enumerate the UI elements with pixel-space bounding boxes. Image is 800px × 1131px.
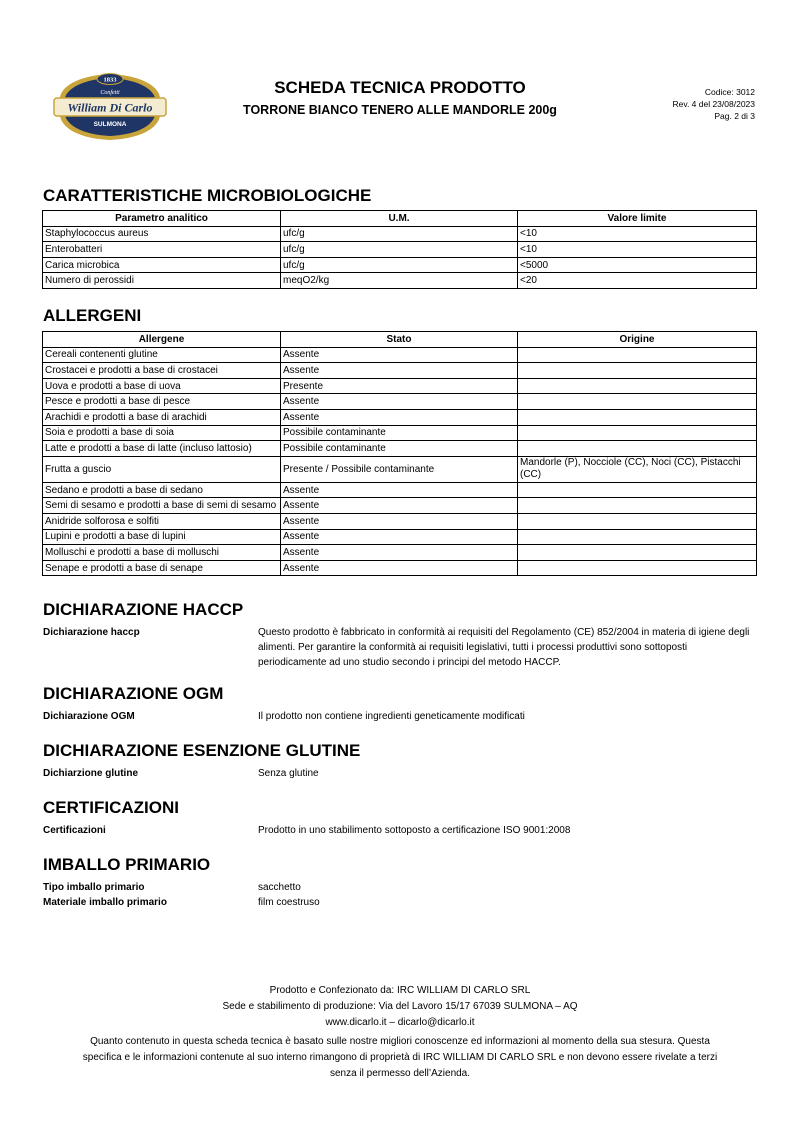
table-cell <box>518 425 757 441</box>
column-header: Origine <box>518 332 757 348</box>
table-cell: Carica microbica <box>43 257 281 273</box>
table-cell <box>518 378 757 394</box>
table-cell: Assente <box>281 409 518 425</box>
table-cell: ufc/g <box>281 226 518 242</box>
table-row <box>43 498 757 514</box>
table-cell: Enterobatteri <box>43 242 281 258</box>
table-row <box>43 409 757 425</box>
table-cell <box>518 363 757 379</box>
table-cell: Senape e prodotti a base di senape <box>43 560 281 576</box>
section-title-ogm: DICHIARAZIONE OGM <box>43 684 224 703</box>
column-header: Parametro analitico <box>43 211 281 227</box>
packaging-material-label: Materiale imballo primario <box>43 897 167 908</box>
table-cell: <20 <box>518 273 757 289</box>
table-cell: Pesce e prodotti a base di pesce <box>43 394 281 410</box>
footer-disclaimer: Quanto contenuto in questa scheda tecnica è basato sulle nostre migliori conoscenze ed informazioni al momento della sua stesura. Questa specifica e le informazioni contenute al suo interno rimangono di proprietà di IRC WILLIAM DI CARLO SRL e non devono essere rivelate a terzi senza il permesso dell’Azienda. <box>82 1036 718 1079</box>
table-row <box>43 257 757 273</box>
cert-value: Prodotto in uno stabilimento sottoposto a certificazione ISO 9001:2008 <box>258 825 571 836</box>
company-logo <box>48 66 172 146</box>
table-cell: Assente <box>281 513 518 529</box>
table-cell: Anidride solforosa e solfiti <box>43 513 281 529</box>
svg-text:SULMONA: SULMONA <box>93 121 127 128</box>
ogm-label: Dichiarazione OGM <box>43 711 135 722</box>
table-cell <box>518 441 757 457</box>
table-cell <box>518 498 757 514</box>
table-cell <box>518 529 757 545</box>
table-cell: Assente <box>281 560 518 576</box>
table-cell: Assente <box>281 394 518 410</box>
section-title-cert: CERTIFICAZIONI <box>43 798 179 817</box>
table-cell: Uova e prodotti a base di uova <box>43 378 281 394</box>
table-cell: Assente <box>281 347 518 363</box>
table-cell: Assente <box>281 498 518 514</box>
table-cell: Crostacei e prodotti a base di crostacei <box>43 363 281 379</box>
table-row <box>43 378 757 394</box>
footer-company <box>60 983 740 1031</box>
table-row <box>43 529 757 545</box>
table-row <box>43 482 757 498</box>
section-title-haccp: DICHIARAZIONE HACCP <box>43 600 244 619</box>
table-cell: ufc/g <box>281 257 518 273</box>
section-title-gluten: DICHIARAZIONE ESENZIONE GLUTINE <box>43 741 361 760</box>
haccp-label: Dichiarazione haccp <box>43 627 140 638</box>
packaging-type-label: Tipo imballo primario <box>43 882 145 893</box>
table-cell: <10 <box>518 242 757 258</box>
table-cell: meqO2/kg <box>281 273 518 289</box>
table-row <box>43 425 757 441</box>
table-row <box>43 226 757 242</box>
table-row <box>43 513 757 529</box>
allergens-table <box>42 331 757 576</box>
table-cell: Presente <box>281 378 518 394</box>
column-header: Stato <box>281 332 518 348</box>
table-row <box>43 560 757 576</box>
table-cell <box>518 394 757 410</box>
table-cell: Frutta a guscio <box>43 456 281 482</box>
table-cell <box>518 482 757 498</box>
footer-address: Sede e stabilimento di produzione: Via del Lavoro 15/17 67039 SULMONA – AQ <box>222 1001 578 1012</box>
table-cell: Soia e prodotti a base di soia <box>43 425 281 441</box>
table-cell: ufc/g <box>281 242 518 258</box>
table-cell: Latte e prodotti a base di latte (incluso lattosio) <box>43 441 281 457</box>
cert-label: Certificazioni <box>43 825 106 836</box>
page-number: Pag. 2 di 3 <box>714 111 755 121</box>
section-title-micro: CARATTERISTICHE MICROBIOLOGICHE <box>43 186 372 205</box>
table-cell: Arachidi e prodotti a base di arachidi <box>43 409 281 425</box>
table-cell: Sedano e prodotti a base di sedano <box>43 482 281 498</box>
packaging-material-value: film coestruso <box>258 897 320 908</box>
table-cell: Staphylococcus aureus <box>43 226 281 242</box>
table-cell: Possibile contaminante <box>281 425 518 441</box>
table-cell: Numero di perossidi <box>43 273 281 289</box>
table-cell: <5000 <box>518 257 757 273</box>
table-row <box>43 456 757 482</box>
table-cell: Presente / Possibile contaminante <box>281 456 518 482</box>
table-cell <box>518 513 757 529</box>
table-row <box>43 545 757 561</box>
table-header-row <box>43 211 757 227</box>
table-cell <box>518 347 757 363</box>
svg-text:1833: 1833 <box>103 76 117 84</box>
table-row <box>43 242 757 258</box>
section-title-packaging: IMBALLO PRIMARIO <box>43 855 211 874</box>
table-cell: Cereali contenenti glutine <box>43 347 281 363</box>
table-cell: Mandorle (P), Nocciole (CC), Noci (CC), Pistacchi (CC) <box>518 456 757 482</box>
column-header: Valore limite <box>518 211 757 227</box>
table-cell: Lupini e prodotti a base di lupini <box>43 529 281 545</box>
table-header-row <box>43 332 757 348</box>
footer-producer: Prodotto e Confezionato da: IRC WILLIAM DI CARLO SRL <box>269 985 531 996</box>
ogm-value: Il prodotto non contiene ingredienti geneticamente modificati <box>258 711 525 722</box>
packaging-type-value: sacchetto <box>258 882 301 893</box>
table-cell: Assente <box>281 482 518 498</box>
column-header: U.M. <box>281 211 518 227</box>
gluten-value: Senza glutine <box>258 768 319 779</box>
table-row <box>43 394 757 410</box>
table-row <box>43 273 757 289</box>
document-title: SCHEDA TECNICA PRODOTTO <box>274 78 526 97</box>
table-cell: Molluschi e prodotti a base di molluschi <box>43 545 281 561</box>
table-cell: Assente <box>281 545 518 561</box>
product-name: TORRONE BIANCO TENERO ALLE MANDORLE 200g <box>243 103 557 117</box>
table-cell: Possibile contaminante <box>281 441 518 457</box>
table-cell: Semi di sesamo e prodotti a base di semi di sesamo <box>43 498 281 514</box>
micro-table <box>42 210 757 289</box>
gluten-label: Dichiarzione glutine <box>43 768 139 779</box>
section-title-allergens: ALLERGENI <box>43 306 142 325</box>
table-row <box>43 347 757 363</box>
svg-text:William Di Carlo: William Di Carlo <box>67 100 153 115</box>
table-cell: <10 <box>518 226 757 242</box>
footer-contacts: www.dicarlo.it – dicarlo@dicarlo.it <box>325 1017 475 1028</box>
table-cell: Assente <box>281 529 518 545</box>
table-cell <box>518 409 757 425</box>
table-cell <box>518 545 757 561</box>
table-cell <box>518 560 757 576</box>
column-header: Allergene <box>43 332 281 348</box>
table-row <box>43 363 757 379</box>
document-meta <box>672 86 755 122</box>
document-revision: Rev. 4 del 23/08/2023 <box>672 99 755 109</box>
table-row <box>43 441 757 457</box>
table-cell: Assente <box>281 363 518 379</box>
svg-text:Confetti: Confetti <box>100 90 120 96</box>
document-code: Codice: 3012 <box>704 87 755 97</box>
haccp-value: Questo prodotto è fabbricato in conformità ai requisiti del Regolamento (CE) 852/2004 in materia di igiene degli alimenti. Per garantire la conformità ai requisiti legislativi, tutti i processi produttivi sono sottoposti periodicamente ad uno studio secondo i principi del metodo HACCP. <box>258 627 750 668</box>
